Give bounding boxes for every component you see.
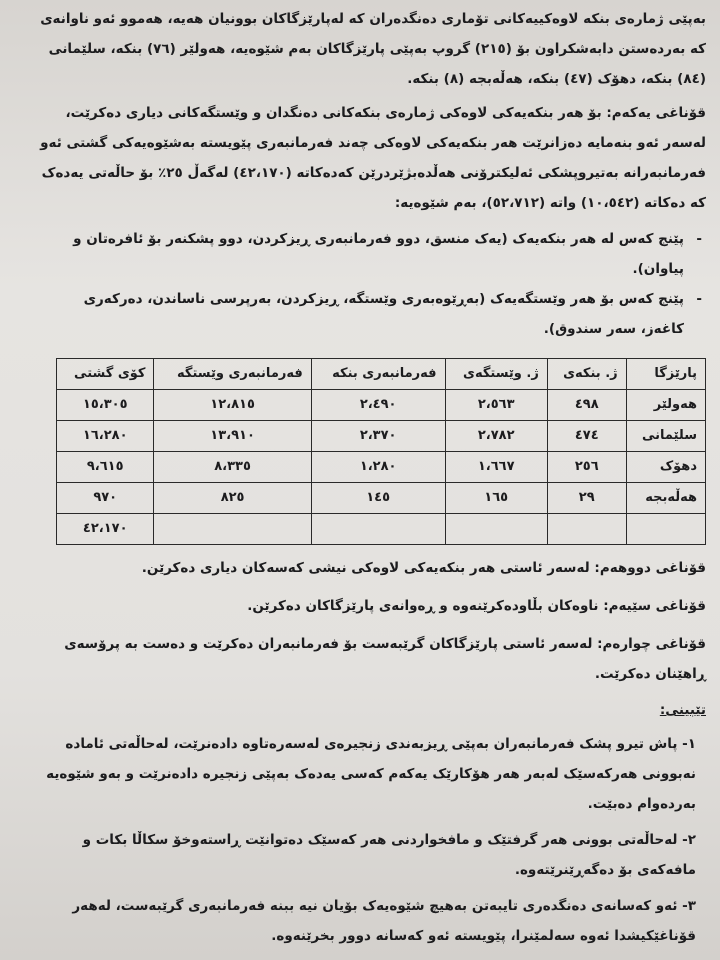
stage-1-paragraph [40,98,706,218]
table-cell: ٩،٦١٥ [57,452,154,483]
table-cell: ٢،٤٩٠ [311,390,445,421]
table-cell: ١،٦٦٧ [445,452,547,483]
table-cell: ٤٩٨ [547,390,626,421]
table-cell: ١٢،٨١٥ [154,390,311,421]
stage-2-heading: قۆناغی دووهەم: [594,560,706,576]
staff-table [56,358,706,545]
grand-total-cell: ٤٢،١٧٠ [57,514,154,545]
table-cell: ٢،٧٨٢ [445,421,547,452]
table-cell: ١٥،٣٠٥ [57,390,154,421]
bullet-item: - پێنج کەس بۆ هەر وێستگەیەک (بەڕێوەبەری وێستگە، ڕیزکردن، بەرپرسی ناساندن، دەرکەری کاغەز، سەر سندوق). [40,284,684,344]
table-cell: ٤٧٤ [547,421,626,452]
stage-2-paragraph [40,553,706,583]
table-row [57,483,706,514]
stage-2-text: لەسەر ئاستی هەر بنکەیەکی لاوەکی نیشی کەسەکان دیاری دەکرێن. [141,560,590,576]
table-cell: هەڵەبجە [626,483,705,514]
table-cell: ١،٢٨٠ [311,452,445,483]
note-item: ٣- ئەو کەسانەی دەنگدەری تایبەتن بەهیچ شێوەیەک بۆیان نیە ببنە فەرمانبەری گرێبەست، لەهەر قۆناغێکیشدا ئەوە سەلمێنرا، پێویستە ئەو کەسانە دوور بخرێنەوە. [72,898,696,944]
column-header: ژ. وێستگەی [445,359,547,390]
table-cell [445,514,547,545]
stage-3-text: ناوەکان بڵاودەکرێنەوە و ڕەوانەی پارێزگاکان دەکرێن. [247,598,599,614]
table-cell: هەولێر [626,390,705,421]
table-row [57,390,706,421]
table-cell: دهۆک [626,452,705,483]
document-body [40,4,706,957]
column-header: فەرمانبەری وێستگە [154,359,311,390]
table-header-row [57,359,706,390]
table-total-row [57,514,706,545]
table-cell: ١٣،٩١٠ [154,421,311,452]
column-header: پارێزگا [626,359,705,390]
stage-1-text: بۆ هەر بنکەیەکی لاوەکی ژمارەی بنکەکانی دەنگدان و وێستگەکانی دیاری دەکرێت، لەسەر ئەو بنەمایە دەزانرێت هەر بنکەیەکی لاوەکی چەند فەرمانبەری پێویستە بەشێوەیەکی گشتی ئەو فەرمانبەرانە بەتیروپشکی ئەلیکترۆنی هەڵدەبژێردرێن کەدەکاتە (٤٢،١٧٠) لەگەڵ ٢٥٪ بۆ حاڵەتی یەدەک کە دەکاتە (١٠،٥٤٢) واتە (٥٢،٧١٢)، بەم شێوەیە: [40,105,706,211]
table-cell: ٩٧٠ [57,483,154,514]
table-cell [547,514,626,545]
note-item: ١- پاش تیرو پشک فەرمانبەران بەپێی ڕیزبەندی زنجیرەی لەسەرەتاوە دادەنرێت، لەحاڵەتی ئامادە نەبوونی هەرکەسێک لەبەر هەر هۆکارێک یەکەم کەسی یەدەک بەپێی زنجیرە دادەنرێت و بەو شێوەیە بەردەوام دەبێت. [46,736,696,812]
column-header: کۆی گشتی [57,359,154,390]
table-cell: ١٦،٢٨٠ [57,421,154,452]
table-cell [154,514,311,545]
stage-3-paragraph [40,591,706,621]
table-cell: ٢٥٦ [547,452,626,483]
table-cell [626,514,705,545]
table-cell [311,514,445,545]
table-cell: ١٦٥ [445,483,547,514]
table-cell: ٢،٣٧٠ [311,421,445,452]
table-cell: ٢٩ [547,483,626,514]
notes-heading: تێبینی: [659,702,706,718]
table-row [57,421,706,452]
bullet-item: - پێنج کەس لە هەر بنکەیەک (یەک منسق، دوو فەرمانبەری ڕیزکردن، دوو پشکنەر بۆ ئافرەتان و پیاوان). [40,224,684,284]
stage-4-text: لەسەر ئاستی پارێزگاکان گرێبەست بۆ فەرمانبەران دەکرێت و دەست بە پرۆسەی ڕاهێنان دەکرێت. [64,636,706,682]
stage-1-heading: قۆناغی یەکەم: [606,105,706,121]
column-header: ژ. بنکەی [547,359,626,390]
table-cell: ٢،٥٦٣ [445,390,547,421]
note-item: ٢- لەحاڵەتی بوونی هەر گرفتێک و مافخواردنی هەر کەسێک دەتوانێت ڕاستەوخۆ سکاڵا بکات و مافەکەی بۆ دەگەڕێنرێتەوە. [82,832,696,878]
notes-list [40,729,706,951]
table-cell: سلێمانی [626,421,705,452]
intro-paragraph: بەپێی ژمارەی بنکە لاوەکییەکانی تۆماری دەنگدەران کە لەپارێزگاکان بوونیان هەیە، هەموو ئەو ناوانەی کە بەردەستن دابەشکراون بۆ (٢١٥) گروپ بەپێی پارێزگاکان بەم شێوەیە، هەولێر (٧٦) بنکە، سلێمانی (٨٤) بنکە، دهۆک (٤٧) بنکە، هەڵەبجە (٨) بنکە. [40,11,706,87]
stage-4-heading: قۆناغی چوارەم: [597,636,706,652]
stage-4-paragraph [40,629,706,689]
table-cell: ٨،٣٣٥ [154,452,311,483]
stage-1-bullets [40,224,706,344]
table-cell: ١٤٥ [311,483,445,514]
table-cell: ٨٢٥ [154,483,311,514]
stage-3-heading: قۆناغی سێیەم: [603,598,706,614]
column-header: فەرمانبەری بنکە [311,359,445,390]
table-row [57,452,706,483]
